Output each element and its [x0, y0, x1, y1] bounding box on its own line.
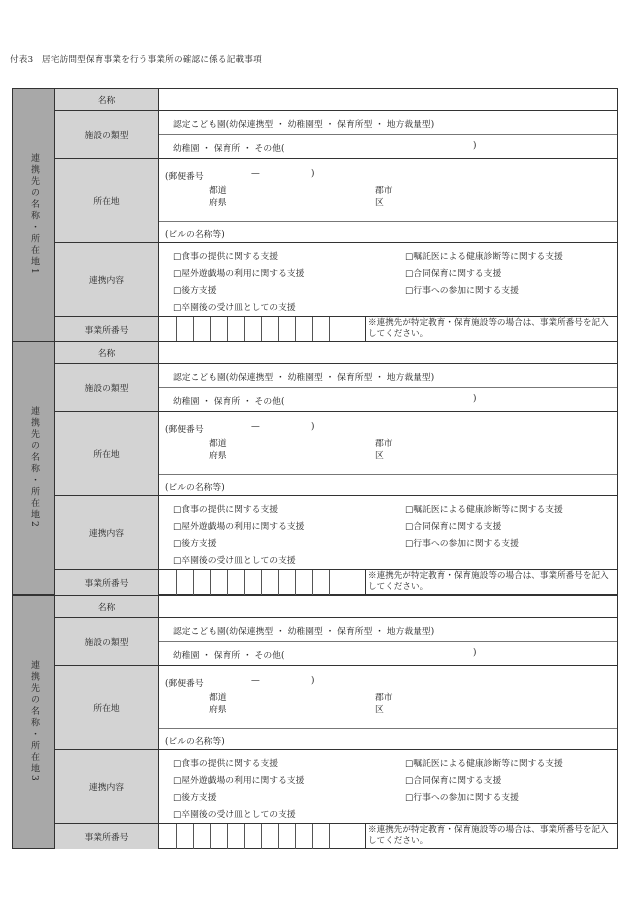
- prefecture-label-1: 都道: [209, 186, 227, 196]
- office-number-digit-divider: [193, 317, 194, 342]
- checkbox-playground-support[interactable]: □屋外遊戯場の利用に関する支援: [173, 269, 305, 279]
- checkbox-events-support[interactable]: □行事への参加に関する支援: [405, 539, 519, 549]
- postal-close: ): [311, 422, 315, 432]
- office-number-digit-divider: [210, 317, 211, 342]
- facility-type-option-line2[interactable]: [159, 388, 617, 412]
- facility-type-row: [55, 111, 617, 159]
- address-label: 所在地: [55, 412, 159, 495]
- office-number-digit-divider: [278, 824, 279, 849]
- office-number-field[interactable]: [159, 824, 617, 849]
- name-label: 名称: [55, 89, 159, 110]
- prefecture-label-2: 府県: [209, 198, 227, 208]
- cooperation-row: [55, 496, 617, 570]
- name-field[interactable]: [159, 342, 617, 363]
- checkbox-backup-support[interactable]: □後方支援: [173, 286, 217, 296]
- office-number-digit-divider: [295, 570, 296, 595]
- facility-type-line1-text: 認定こども園(幼保連携型 ・ 幼稚園型 ・ 保育所型 ・ 地方裁量型): [173, 373, 435, 383]
- cooperation-row: [55, 750, 617, 824]
- office-number-digit-divider: [312, 317, 313, 342]
- prefecture-label-1: 都道: [209, 693, 227, 703]
- office-number-digit-divider: [295, 317, 296, 342]
- name-label: 名称: [55, 596, 159, 617]
- office-number-row: [55, 824, 617, 849]
- checkbox-playground-support[interactable]: □屋外遊戯場の利用に関する支援: [173, 522, 305, 532]
- cooperation-row: [55, 243, 617, 317]
- checkbox-graduation-support[interactable]: □卒園後の受け皿としての支援: [173, 810, 296, 820]
- office-number-note: ※連携先が特定教育・保育施設等の場合は、事業所番号を記入してください。: [365, 824, 617, 849]
- office-number-digit-divider: [176, 570, 177, 595]
- checkbox-graduation-support[interactable]: □卒園後の受け皿としての支援: [173, 556, 296, 566]
- postal-close: ): [311, 169, 315, 179]
- office-number-label: 事業所番号: [55, 824, 159, 849]
- postal-open: (郵便番号: [165, 679, 204, 689]
- city-label-2: 区: [375, 198, 384, 208]
- address-label: 所在地: [55, 666, 159, 749]
- checkbox-joint-care-support[interactable]: □合同保育に関する支援: [405, 269, 502, 279]
- office-number-digit-divider: [329, 317, 330, 342]
- address-row: [55, 159, 617, 243]
- city-label-2: 区: [375, 705, 384, 715]
- city-label-2: 区: [375, 451, 384, 461]
- facility-type-option-line1[interactable]: [159, 364, 617, 388]
- prefecture-label-1: 都道: [209, 439, 227, 449]
- office-number-note: ※連携先が特定教育・保育施設等の場合は、事業所番号を記入してください。: [365, 570, 617, 595]
- cooperation-label: 連携内容: [55, 750, 159, 823]
- page-title: 付表3 居宅訪問型保育事業を行う事業所の確認に係る記載事項: [10, 55, 262, 65]
- office-number-label: 事業所番号: [55, 570, 159, 595]
- office-number-digit-divider: [227, 570, 228, 595]
- office-number-digit-divider: [295, 824, 296, 849]
- name-field[interactable]: [159, 596, 617, 617]
- office-number-digit-divider: [210, 570, 211, 595]
- checkbox-playground-support[interactable]: □屋外遊戯場の利用に関する支援: [173, 776, 305, 786]
- office-number-digit-divider: [193, 824, 194, 849]
- office-number-digit-divider: [210, 824, 211, 849]
- building-name-field[interactable]: [159, 222, 617, 243]
- postal-open: (郵便番号: [165, 425, 204, 435]
- building-name-label: (ビルの名称等): [165, 737, 225, 747]
- name-field[interactable]: [159, 89, 617, 110]
- checkbox-backup-support[interactable]: □後方支援: [173, 793, 217, 803]
- office-number-row: [55, 317, 617, 342]
- checkbox-doctor-support[interactable]: □嘱託医による健康診断等に関する支援: [405, 505, 563, 515]
- city-label-1: 郡市: [375, 186, 393, 196]
- cooperation-label: 連携内容: [55, 243, 159, 316]
- office-number-digit-divider: [244, 570, 245, 595]
- postal-dash: —: [251, 169, 260, 179]
- partner-block-1: [12, 88, 618, 342]
- office-number-digit-divider: [193, 570, 194, 595]
- office-number-field[interactable]: [159, 317, 617, 342]
- address-field[interactable]: [159, 666, 617, 729]
- postal-open: (郵便番号: [165, 172, 204, 182]
- facility-type-line2-text: 幼稚園 ・ 保育所 ・ その他(: [173, 651, 285, 661]
- office-number-digit-divider: [227, 317, 228, 342]
- building-name-label: (ビルの名称等): [165, 230, 225, 240]
- office-number-digit-divider: [278, 570, 279, 595]
- postal-dash: —: [251, 422, 260, 432]
- checkbox-graduation-support[interactable]: □卒園後の受け皿としての支援: [173, 303, 296, 313]
- checkbox-doctor-support[interactable]: □嘱託医による健康診断等に関する支援: [405, 252, 563, 262]
- building-name-field[interactable]: [159, 475, 617, 496]
- checkbox-meal-support[interactable]: □食事の提供に関する支援: [173, 759, 279, 769]
- checkbox-events-support[interactable]: □行事への参加に関する支援: [405, 286, 519, 296]
- checkbox-doctor-support[interactable]: □嘱託医による健康診断等に関する支援: [405, 759, 563, 769]
- facility-type-option-line2[interactable]: [159, 642, 617, 666]
- facility-type-label: 施設の類型: [55, 618, 159, 665]
- office-number-digit-divider: [176, 317, 177, 342]
- checkbox-meal-support[interactable]: □食事の提供に関する支援: [173, 252, 279, 262]
- name-row: [55, 342, 617, 364]
- building-name-field[interactable]: [159, 729, 617, 750]
- block-side-header: [13, 596, 55, 848]
- checkbox-joint-care-support[interactable]: □合同保育に関する支援: [405, 776, 502, 786]
- building-name-label: (ビルの名称等): [165, 483, 225, 493]
- block-side-header: [13, 89, 55, 341]
- city-label-1: 郡市: [375, 439, 393, 449]
- partner-block-2: [12, 341, 618, 595]
- office-number-row: [55, 570, 617, 595]
- office-number-digit-divider: [227, 824, 228, 849]
- address-field[interactable]: [159, 159, 617, 222]
- office-number-label: 事業所番号: [55, 317, 159, 342]
- facility-type-option-line1[interactable]: [159, 618, 617, 642]
- address-field[interactable]: [159, 412, 617, 475]
- postal-close: ): [311, 676, 315, 686]
- office-number-digit-divider: [312, 570, 313, 595]
- block-side-label: 連携先の名称・所在地3: [29, 660, 39, 784]
- name-row: [55, 596, 617, 618]
- facility-type-other-close: ): [473, 394, 477, 404]
- facility-type-label: 施設の類型: [55, 364, 159, 411]
- office-number-digit-divider: [261, 824, 262, 849]
- office-number-digit-divider: [312, 824, 313, 849]
- checkbox-backup-support[interactable]: □後方支援: [173, 539, 217, 549]
- checkbox-joint-care-support[interactable]: □合同保育に関する支援: [405, 522, 502, 532]
- block-side-header: [13, 342, 55, 594]
- prefecture-label-2: 府県: [209, 451, 227, 461]
- checkbox-events-support[interactable]: □行事への参加に関する支援: [405, 793, 519, 803]
- facility-type-option-line1[interactable]: [159, 111, 617, 135]
- facility-type-other-close: ): [473, 141, 477, 151]
- cooperation-label: 連携内容: [55, 496, 159, 569]
- office-number-digit-divider: [244, 824, 245, 849]
- office-number-digit-divider: [244, 317, 245, 342]
- address-label: 所在地: [55, 159, 159, 242]
- facility-type-line2-text: 幼稚園 ・ 保育所 ・ その他(: [173, 144, 285, 154]
- address-row: [55, 412, 617, 496]
- office-number-digit-divider: [261, 317, 262, 342]
- prefecture-label-2: 府県: [209, 705, 227, 715]
- facility-type-row: [55, 364, 617, 412]
- office-number-digit-divider: [329, 824, 330, 849]
- facility-type-line1-text: 認定こども園(幼保連携型 ・ 幼稚園型 ・ 保育所型 ・ 地方裁量型): [173, 120, 435, 130]
- facility-type-line2-text: 幼稚園 ・ 保育所 ・ その他(: [173, 397, 285, 407]
- partner-block-3: [12, 595, 618, 849]
- facility-type-row: [55, 618, 617, 666]
- facility-type-line1-text: 認定こども園(幼保連携型 ・ 幼稚園型 ・ 保育所型 ・ 地方裁量型): [173, 627, 435, 637]
- block-side-label: 連携先の名称・所在地2: [29, 406, 39, 530]
- block-side-label: 連携先の名称・所在地1: [29, 153, 39, 277]
- facility-type-other-close: ): [473, 648, 477, 658]
- city-label-1: 郡市: [375, 693, 393, 703]
- office-number-digit-divider: [278, 317, 279, 342]
- office-number-digit-divider: [176, 824, 177, 849]
- office-number-digit-divider: [329, 570, 330, 595]
- postal-dash: —: [251, 676, 260, 686]
- office-number-note: ※連携先が特定教育・保育施設等の場合は、事業所番号を記入してください。: [365, 317, 617, 342]
- facility-type-option-line2[interactable]: [159, 135, 617, 159]
- facility-type-label: 施設の類型: [55, 111, 159, 158]
- name-row: [55, 89, 617, 111]
- office-number-field[interactable]: [159, 570, 617, 595]
- address-row: [55, 666, 617, 750]
- office-number-digit-divider: [261, 570, 262, 595]
- checkbox-meal-support[interactable]: □食事の提供に関する支援: [173, 505, 279, 515]
- name-label: 名称: [55, 342, 159, 363]
